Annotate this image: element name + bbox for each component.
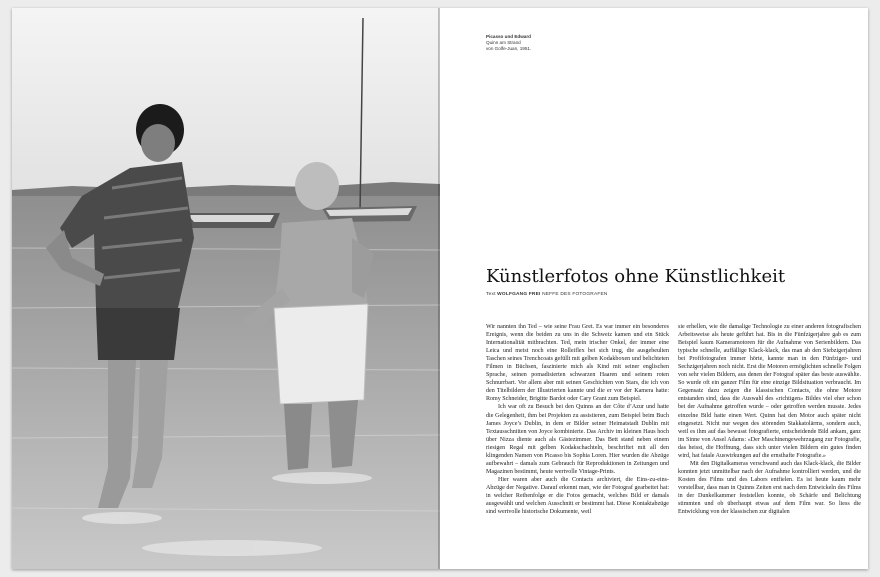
body-column-1 bbox=[486, 323, 669, 516]
magazine-spread bbox=[12, 8, 868, 569]
photo-illustration bbox=[12, 8, 440, 569]
byline-role: NEFFE DES FOTOGRAFEN bbox=[542, 292, 608, 297]
article-headline: Künstlerfotos ohne Künstlichkeit bbox=[486, 266, 786, 287]
caption-names: Picasso und Edward bbox=[486, 34, 531, 39]
photo-caption bbox=[486, 34, 531, 52]
byline-prefix: Text bbox=[486, 292, 496, 297]
body-column-2 bbox=[678, 323, 861, 516]
column-2-paragraph-1: sie erhellen, wie die damalige Technologie zu einer anderen fotografischen Arbeitsweise als heute geführt hat. Bis in die Fünfzigerjahre gab es zum Beispiel kaum Kameramotoren für die Aufnahme von Serienbildern. Das typische schnelle, auffällige Klack-klack, das man ab den Siebzigerjahren bei Profifotografen immer hörte, kannte man in den Fünfziger- und Sechzigerjahren noch nicht. Erst die Motoren ermöglichten schnelle Folgen von sehr vielen Bildern, aus denen der Fotograf später das beste auswählte. So wurde oft ein ganzer Film für eine einzige Bildsituation verbraucht. Im Gegensatz dazu zeigen die klassischen Contacts, die ohne Motore entstanden sind, dass die Auswahl des «richtigen» Bildes viel eher schon bei der Aufnahme getroffen wurde – oder getroffen werden musste. Jedes einzelne Bild hatte einen Wert. Quinn hat den Motor auch später nicht eingesetzt. Nicht nur wegen des störenden Stakkatolärms, sondern auch, weil es ihm auf das bewusst fotografierte, entscheidende Bild ankam, ganz im Sinne von Ansel Adams: «Der Maschinengewehrzugang zur Fotografie, das heisst, die Hoffnung, dass sich unter vielen Bildern ein gutes finden wird, hat fatale Auswirkungen auf die ernsthafte Fotografie.» bbox=[678, 324, 861, 459]
caption-line-3: von Golfe-Juan, 1951. bbox=[486, 46, 532, 51]
article-page bbox=[440, 8, 868, 569]
byline-author: WOLFGANG FREI bbox=[497, 292, 541, 297]
byline bbox=[486, 292, 608, 297]
column-1-paragraph-1: Wir nannten ihn Ted – wie seine Frau Gret. Es war immer ein besonderes Ereignis, wenn die beiden zu uns in die Schweiz kamen und ein Stück Internationalität mitbrachten. Ted, mein irischer Onkel, der immer eine Leica und meist noch eine Rolleiflex bei sich trug, die ausgebeulten Taschen seines Trenchcoats gefüllt mit gelben Kodakboxen und belichteten Filmen in Büchsen, faszinierte mich als Kind mit seiner englischen Sprache, seinen pomadisierten schwarzen Haaren und seinem roten Schnurrbart. Vor allem aber mit seinen Geschichten von Stars, die ich von den Titelbildern der Illustrierten kannte und die er vor der Kamera hatte: Romy Schneider, Brigitte Bardot oder Cary Grant zum Beispiel. bbox=[486, 324, 669, 403]
beach-photograph bbox=[12, 8, 440, 569]
caption-line-2: Quinn am Strand bbox=[486, 40, 521, 45]
column-1-paragraph-3: Hier waren aber auch die Contacts archiviert, die Eins-zu-eins-Abzüge der Negative. Darauf erkennt man, wie der Fotograf gearbeitet hat: in welcher Reihenfolge er die Fotos gemacht, welches Bild er damals ausgewählt und welchen Ausschnitt er bestimmt hat. Diese Kontaktabzüge sind wertvolle historische Dokumente, weil bbox=[486, 476, 669, 516]
column-2-paragraph-2: Mit den Digitalkameras verschwand auch das Klack-klack, die Bilder konnten jetzt unmittelbar nach der Aufnahme kontrolliert werden, und die Kosten des Films und des Labors entfielen. Es ist heute kaum mehr vorstellbar, dass man in Quinns Zeiten erst nach dem Entwickeln des Films in der Dunkelkammer feststellen konnte, ob Schärfe und Belichtung stimmten und ob überhaupt etwas auf dem Film war. So liess die Entwicklung von der klassischen zur digitalen bbox=[678, 460, 861, 516]
column-1-paragraph-2: Ich war oft zu Besuch bei den Quinns an der Côte d’Azur und hatte die Gelegenheit, ihm bei Projekten zu assistieren, zum Beispiel beim Buch James Joyce’s Dublin, in dem er Bilder seiner Heimatstadt Dublin mit Textausschnitten von Joyce kombinierte. Das Archiv im kleinen Haus hoch über Nizza diente auch als Gästezimmer. Das Bett stand neben einem riesigen Regal mit gelben Kodakschachteln, beschriftet mit all den klingenden Namen von Picasso bis Sophia Loren. Hier wurden die Abzüge aufbewahrt – damals zum Gebrauch für Reproduktionen in Zeitungen und Magazinen bestimmt, heute wertvolle Vintage-Prints. bbox=[486, 404, 669, 475]
